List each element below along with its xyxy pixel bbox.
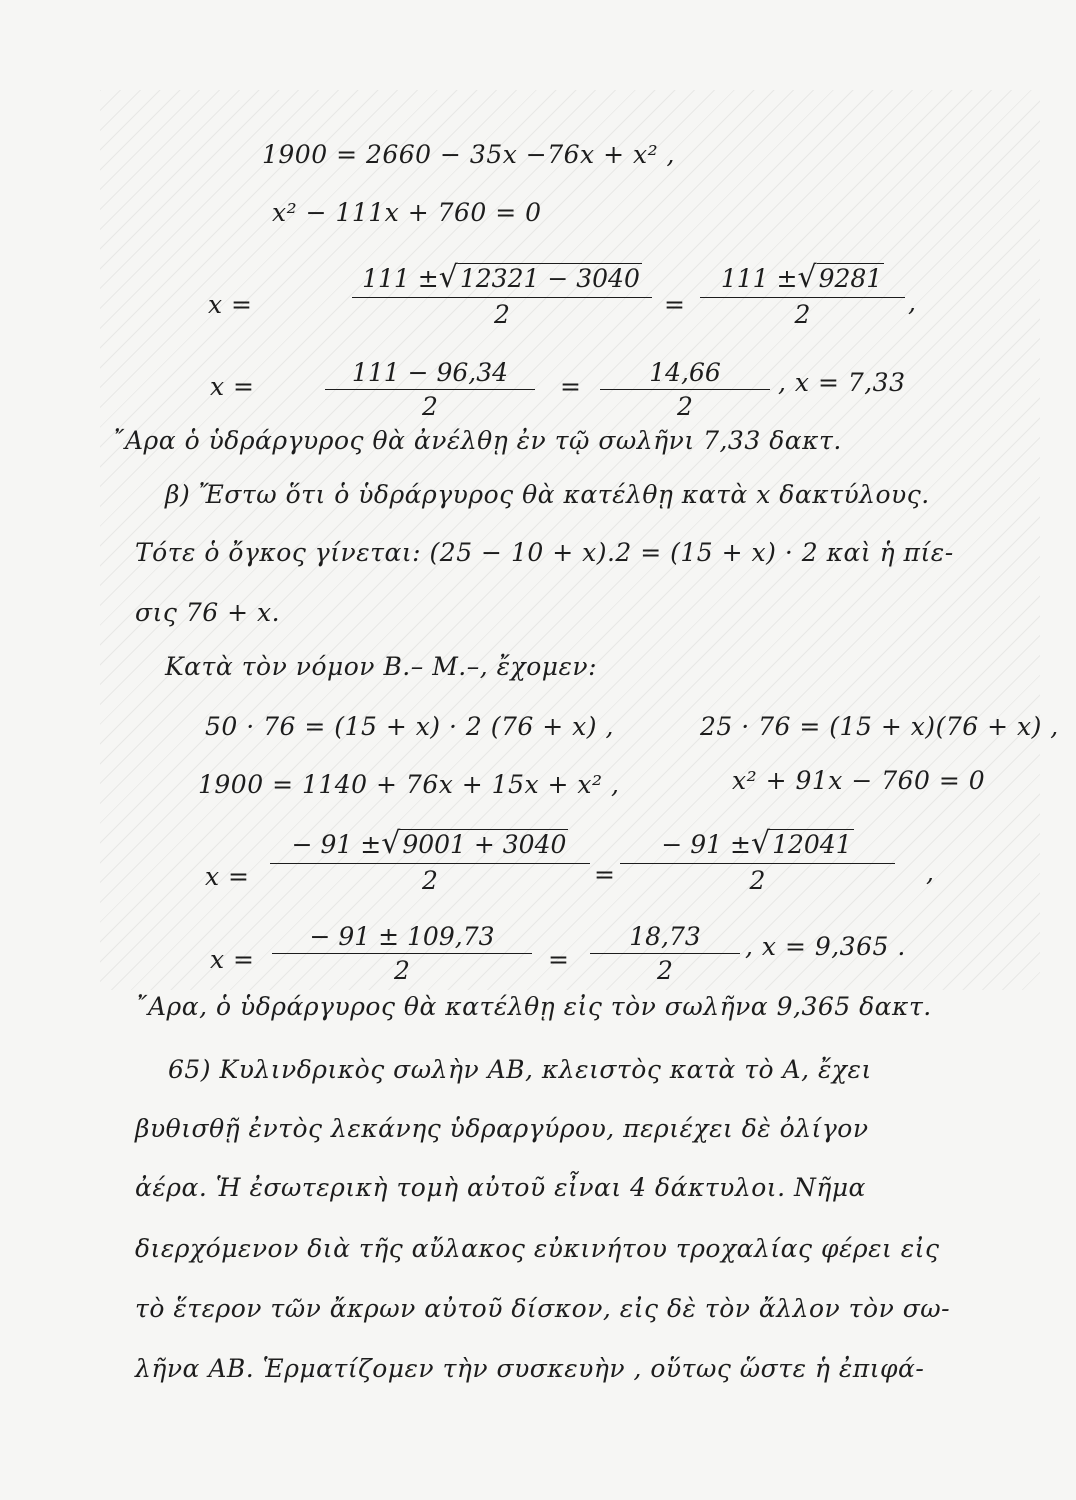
- equation-line: 50 · 76 = (15 + x) · 2 (76 + x) ,: [205, 712, 614, 741]
- equals-sign: =: [560, 372, 582, 401]
- equation-line: 1900 = 2660 − 35x −76x + x² ,: [262, 140, 675, 169]
- equation-lhs: x =: [208, 290, 253, 319]
- numerator: 14,66: [649, 358, 721, 387]
- denominator: 2: [422, 866, 438, 895]
- radical-sign: √: [438, 260, 458, 295]
- radicand: 9001 + 3040: [402, 830, 567, 859]
- fraction: [620, 826, 895, 895]
- equation-lhs: x =: [210, 372, 255, 401]
- fraction: [600, 358, 770, 421]
- fraction: [700, 260, 905, 329]
- numerator: [655, 826, 859, 863]
- numerator-prefix: − 91 ±: [661, 830, 751, 859]
- equation-line: 1900 = 1140 + 76x + 15x + x² ,: [198, 770, 620, 799]
- denominator: 2: [794, 300, 811, 329]
- paragraph-line: διερχόμενον διὰ τῆς αὔλακος εὐκινήτου τροχαλίας φέρει εἰς: [135, 1234, 940, 1263]
- equation-result: , x = 9,365 .: [745, 932, 906, 961]
- fraction: [272, 922, 532, 985]
- fraction: [590, 922, 740, 985]
- numerator: 111 − 96,34: [351, 358, 509, 387]
- radicand: 12321 − 3040: [459, 264, 640, 293]
- text-line: σις 76 + x.: [135, 598, 281, 627]
- denominator: 2: [422, 392, 438, 421]
- equals-sign: =: [548, 945, 570, 974]
- equation-line: x² − 111x + 760 = 0: [272, 198, 542, 227]
- equation-result: , x = 7,33: [778, 368, 906, 397]
- radical-sign: √: [381, 826, 401, 861]
- punctuation: ,: [926, 858, 935, 887]
- numerator: [356, 260, 648, 297]
- equation-lhs: x =: [205, 862, 250, 891]
- text-line: Τότε ὁ ὄγκος γίνεται: (25 − 10 + x).2 = (15 + x) · 2 καὶ ἡ πίε-: [135, 538, 954, 567]
- denominator: 2: [749, 866, 766, 895]
- equation-lhs: x =: [210, 945, 255, 974]
- denominator: 2: [677, 392, 693, 421]
- equals-sign: =: [664, 290, 686, 319]
- numerator-prefix: 111 ±: [720, 264, 798, 293]
- radical-sign: √: [797, 260, 817, 295]
- paragraph-line: λῆνα AB. Ἑρματίζομεν τὴν συσκευὴν , οὕτως ὥστε ἡ ἐπιφά-: [135, 1354, 925, 1383]
- radical-sign: √: [750, 826, 771, 861]
- fraction: [325, 358, 535, 421]
- text-line: ῎Αρα ὁ ὑδράργυρος θὰ ἀνέλθῃ ἐν τῷ σωλῆνι 7,33 δακτ.: [112, 426, 842, 455]
- numerator: [715, 260, 890, 297]
- numerator: − 91 ± 109,73: [309, 922, 495, 951]
- numerator: 18,73: [629, 922, 701, 951]
- numerator-prefix: − 91 ±: [291, 830, 382, 859]
- text-line: ῎Αρα, ὁ ὑδράργυρος θὰ κατέλθῃ εἰς τὸν σωλῆνα 9,365 δακτ.: [135, 992, 932, 1021]
- paragraph-line: τὸ ἕτερον τῶν ἄκρων αὐτοῦ δίσκον, εἰς δὲ τὸν ἄλλον τὸν σω-: [135, 1294, 951, 1323]
- fraction: [352, 260, 652, 329]
- numerator-prefix: 111 ±: [362, 264, 439, 293]
- text-line: β) Ἔστω ὅτι ὁ ὑδράργυρος θὰ κατέλθῃ κατὰ x δακτύλους.: [165, 480, 930, 509]
- denominator: 2: [394, 956, 410, 985]
- fraction: [270, 826, 590, 895]
- punctuation: ,: [908, 288, 917, 317]
- radicand: 12041: [772, 830, 852, 859]
- denominator: 2: [657, 956, 673, 985]
- paragraph-line: ἀέρα. Ἡ ἐσωτερικὴ τομὴ αὐτοῦ εἶναι 4 δάκτυλοι. Νῆμα: [135, 1173, 866, 1202]
- paragraph-line: βυθισθῇ ἐντὸς λεκάνης ὑδραργύρου, περιέχει δὲ ὀλίγον: [135, 1114, 869, 1143]
- radicand: 9281: [818, 264, 883, 293]
- denominator: 2: [494, 300, 510, 329]
- numerator: [286, 826, 575, 863]
- equation-line: 25 · 76 = (15 + x)(76 + x) ,: [700, 712, 1059, 741]
- equals-sign: =: [594, 860, 616, 889]
- paragraph-line: 65) Κυλινδρικὸς σωλὴν AB, κλειστὸς κατὰ τὸ A, ἔχει: [168, 1055, 872, 1084]
- text-line: Κατὰ τὸν νόμον B.– M.–, ἔχομεν:: [165, 652, 598, 681]
- equation-line: x² + 91x − 760 = 0: [732, 766, 986, 795]
